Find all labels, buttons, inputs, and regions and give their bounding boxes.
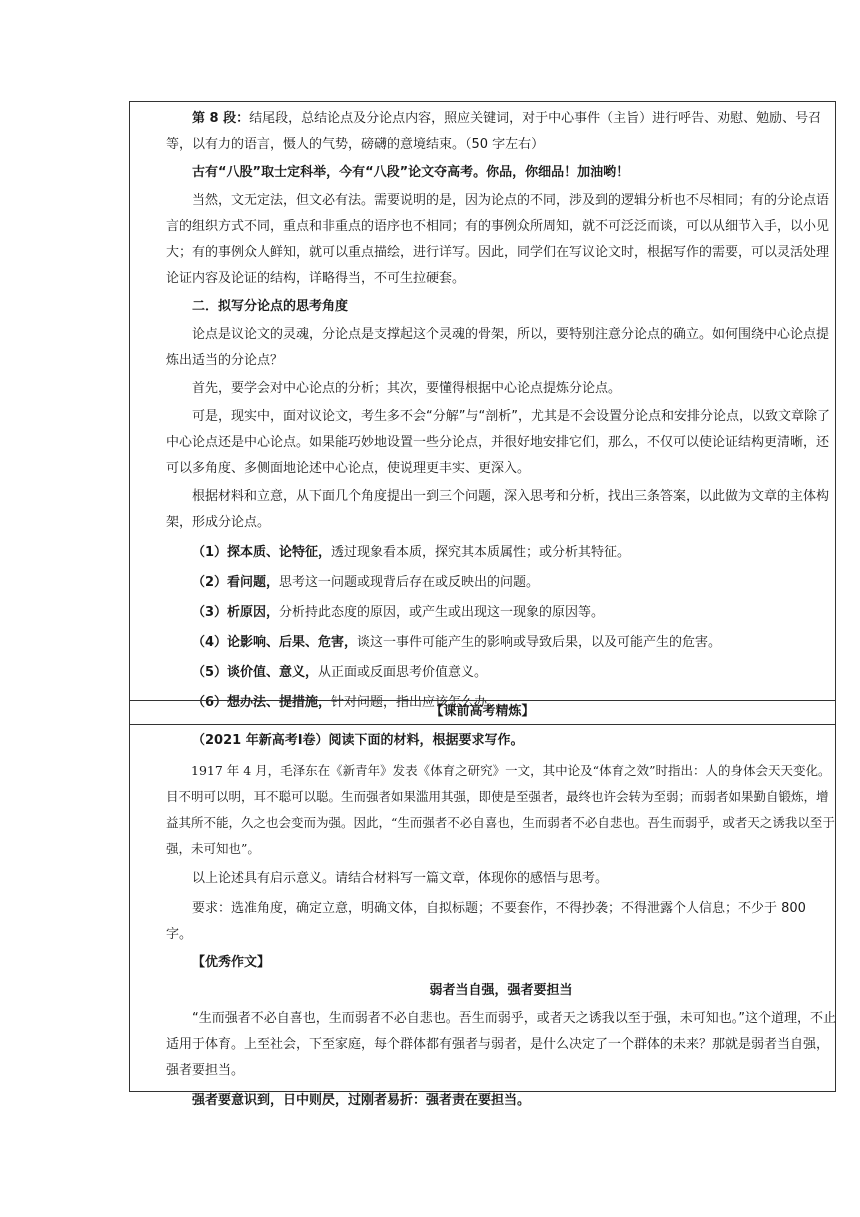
divider-top bbox=[130, 700, 835, 701]
paragraph-first-second: 首先，要学会对中心论点的分析；其次，要懂得根据中心论点提炼分论点。 bbox=[192, 381, 622, 396]
heading-sub-argument-angles: 二．拟写分论点的思考角度 bbox=[192, 299, 349, 314]
note-paragraph: 当然，文无定法，但文必有法。需要说明的是，因为论点的不同，涉及到的逻辑分析也不尽相同；有的分论点语言的组织方式不同，重点和非重点的语序也不相同；有的事例众所周知，就不可泛泛而谈，可以从细节入手，以小见大；有的事例众人鲜知，就可以重点描绘，进行详写。因此，同学们在写议论文时，根据写作的需要，可以灵活处理论证内容及论证的结构，详略得当，不可生拉硬套。 bbox=[166, 193, 830, 286]
paragraph-angles-intro: 根据材料和立意，从下面几个角度提出一到三个问题，深入思考和分析，找出三条答案，以此做为文章的主体构架，形成分论点。 bbox=[166, 489, 830, 530]
exam-prompt: （2021 年新高考Ⅰ卷）阅读下面的材料，根据要求写作。 bbox=[192, 733, 524, 748]
angle-label: （5）谈价值、意义， bbox=[192, 665, 319, 680]
angles-list bbox=[166, 540, 836, 716]
angle-text: 谈这一事件可能产生的影响或导致后果，以及可能产生的危害。 bbox=[357, 635, 722, 650]
section-title-exam-practice: 【课前高考精炼】 bbox=[430, 704, 535, 719]
essay-paragraph-1: “生而强者不必自喜也，生而弱者不必自悲也。吾生而弱乎，或者天之诱我以至于强，未可知也。”这个道理，不止适用于体育。上至社会，下至家庭，每个群体都有强者与弱者，是什么决定了一个群体的未来？那就是弱者当自强，强者要担当。 bbox=[166, 1011, 836, 1078]
paragraph-8-description bbox=[166, 106, 836, 158]
slogan: 古有“八股”取士定科举，今有“八段”论文夺高考。你品，你细品！加油哟！ bbox=[192, 165, 630, 180]
angle-item-5 bbox=[166, 660, 836, 686]
angle-item-4 bbox=[166, 630, 836, 656]
section-writing-method bbox=[166, 106, 836, 716]
angle-text: 透过现象看本质，探究其本质属性；或分析其特征。 bbox=[331, 545, 631, 560]
angle-label: （1）探本质、论特征， bbox=[192, 545, 332, 560]
section-exam-practice bbox=[166, 728, 836, 1114]
document-frame bbox=[129, 101, 836, 1108]
divider-bottom bbox=[130, 724, 835, 725]
angle-item-2 bbox=[166, 570, 836, 596]
exam-requirements: 要求：选准角度，确定立意，明确文体，自拟标题；不要套作，不得抄袭；不得泄露个人信息；不少于 800 字。 bbox=[166, 901, 806, 942]
angle-item-1 bbox=[166, 540, 836, 566]
exam-task: 以上论述具有启示意义。请结合材料写一篇文章，体现你的感悟与思考。 bbox=[192, 871, 609, 886]
essay-title: 弱者当自强，强者要担当 bbox=[429, 983, 573, 998]
angle-label: （3）析原因， bbox=[192, 605, 280, 620]
essay-point-1: 强者要意识到，日中则昃，过刚者易折：强者责在要担当。 bbox=[192, 1093, 531, 1108]
excellent-essay-label: 【优秀作文】 bbox=[192, 955, 271, 970]
angle-text: 针对问题，指出应该怎么办。 bbox=[331, 695, 501, 710]
paragraph-8-label: 第 8 段： bbox=[192, 111, 250, 126]
paragraph-reality: 可是，现实中，面对议论文，考生多不会“分解”与“剖析”，尤其是不会设置分论点和安排分论点，以致文章除了中心论点还是中心论点。如果能巧妙地设置一些分论点，并很好地安排它们，那么，不仅可以使论证结构更清晰，还可以多角度、多侧面地论述中心论点，使说理更丰实、更深入。 bbox=[166, 409, 830, 476]
angle-item-3 bbox=[166, 600, 836, 626]
angle-text: 思考这一问题或现背后存在或反映出的问题。 bbox=[279, 575, 540, 590]
angle-text: 从正面或反面思考价值意义。 bbox=[318, 665, 488, 680]
exam-material: 1917 年 4 月，毛泽东在《新青年》发表《体育之研究》一文，其中论及“体育之效”时指出：人的身体会天天变化。目不明可以明，耳不聪可以聪。生而强者如果滥用其强，即使是至强者，最终也许会转为至弱；而弱者如果勤自锻炼，增益其所不能，久之也会变而为强。因此，“生而强者不必自喜也，生而弱者不必自悲也。吾生而弱乎，或者天之诱我以至于强，未可知也”。 bbox=[166, 763, 835, 856]
paragraph-argument-skeleton: 论点是议论文的灵魂，分论点是支撑起这个灵魂的骨架，所以，要特别注意分论点的确立。如何围绕中心论点提炼出适当的分论点？ bbox=[166, 327, 830, 368]
paragraph-8-text: 结尾段，总结论点及分论点内容，照应关键词，对于中心事件（主旨）进行呼告、劝慰、勉励、号召等，以有力的语言，慑人的气势，磅礴的意境结束。（50 字左右） bbox=[166, 111, 822, 152]
angle-text: 分析持此态度的原因，或产生或出现这一现象的原因等。 bbox=[279, 605, 605, 620]
angle-label: （2）看问题， bbox=[192, 575, 280, 590]
angle-label: （6）想办法、提措施， bbox=[192, 695, 332, 710]
angle-label: （4）论影响、后果、危害， bbox=[192, 635, 358, 650]
